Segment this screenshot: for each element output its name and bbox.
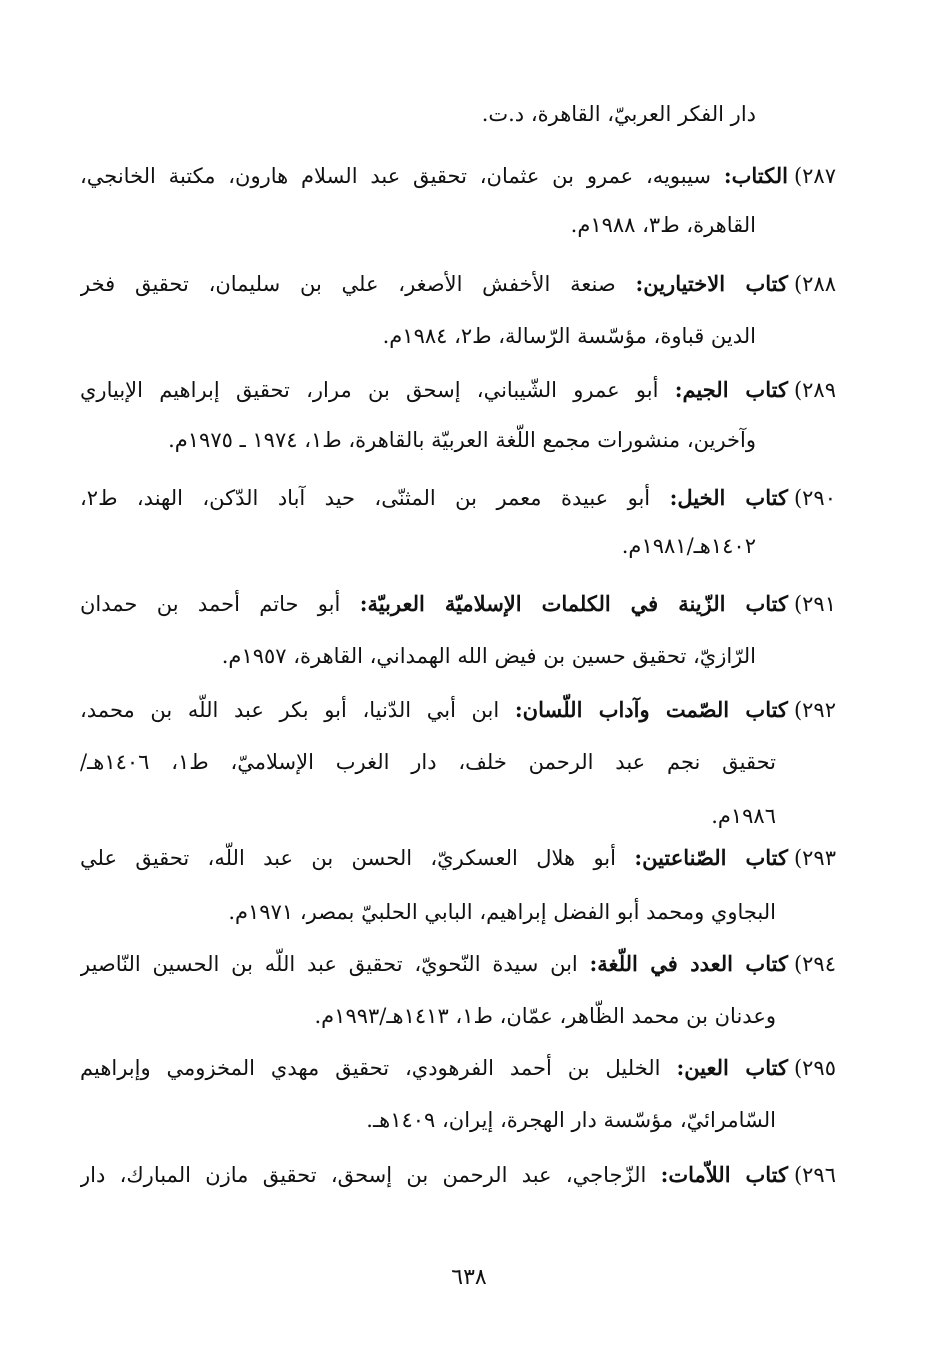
entry-title: كتاب الاختيارين: [635, 271, 788, 296]
entry-number: ٢٩٤) [793, 952, 836, 976]
bibliography-entry-295 [80, 1048, 836, 1088]
entry-title: كتاب الجيم: [674, 377, 788, 402]
entry-continuation: ١٤٠٢هـ/١٩٨١م. [621, 534, 756, 558]
entry-text: أبو هلال العسكريّ، الحسن بن عبد اللّه، تحقيق علي [80, 846, 616, 870]
entry-text: ابن أبي الدّنيا، أبو بكر عبد اللّه بن محمد، [80, 698, 500, 722]
bibliography-entry-288 [80, 264, 836, 304]
bibliography-entry-294 [80, 944, 836, 984]
entry-continuation: السّامرائيّ، مؤسّسة دار الهجرة، إيران، ١٤٠٩هـ. [366, 1108, 776, 1132]
entry-text: الخليل بن أحمد الفرهودي، تحقيق مهدي المخزومي وإبراهيم [80, 1056, 661, 1080]
entry-number: ٢٨٧) [793, 164, 836, 188]
entry-number: ٢٩٦) [793, 1163, 836, 1187]
entry-title: كتاب الزّينة في الكلمات الإسلاميّة العربيّة: [359, 591, 788, 616]
entry-title: كتاب الصّناعتين: [634, 845, 788, 870]
entry-text: الزّجاجي، عبد الرحمن بن إسحق، تحقيق مازن المبارك، دار [80, 1163, 647, 1187]
entry-number: ٢٨٨) [793, 272, 836, 296]
bibliography-entry-289 [80, 370, 836, 410]
entry-number: ٢٩١) [793, 592, 836, 616]
entry-title: كتاب الصّمت وآداب اللّسان: [514, 697, 788, 722]
entry-text: سيبويه، عمرو بن عثمان، تحقيق عبد السلام هارون، مكتبة الخانجي، [80, 164, 712, 188]
entry-number: ٢٨٩) [793, 378, 836, 402]
entry-continuation: الدين قباوة، مؤسّسة الرّسالة، ط٢، ١٩٨٤م. [382, 324, 756, 348]
entry-text: صنعة الأخفش الأصغر، علي بن سليمان، تحقيق فخر [80, 272, 616, 296]
bibliography-entry-296 [80, 1155, 836, 1195]
entry-title: كتاب العدد في اللّغة: [589, 951, 788, 976]
bibliography-entry-287 [80, 156, 836, 196]
entry-continuation: البجاوي ومحمد أبو الفضل إبراهيم، البابي الحلبيّ بمصر، ١٩٧١م. [228, 900, 776, 924]
bibliography-entry-293 [80, 838, 836, 878]
page-number: ٦٣٨ [451, 1265, 487, 1290]
entry-number: ٢٩٢) [793, 698, 836, 722]
entry-text: أبو حاتم أحمد بن حمدان [80, 592, 341, 616]
entry-text: أبو عمرو الشّيباني، إسحق بن مرار، تحقيق إبراهيم الإبياري [80, 378, 659, 402]
entry-text: ابن سيدة النّحويّ، تحقيق عبد اللّه بن الحسين النّاصير [80, 952, 578, 976]
entry-continuation: تحقيق نجم عبد الرحمن خلف، دار الغرب الإسلاميّ، ط١، ١٤٠٦هـ/ [80, 750, 776, 774]
entry-continuation: وعدنان بن محمد الظّاهر، عمّان، ط١، ١٤١٣هـ/١٩٩٣م. [314, 1004, 776, 1028]
continuation-line: دار الفكر العربيّ، القاهرة، د.ت. [481, 102, 756, 126]
entry-number: ٢٩٣) [793, 846, 836, 870]
entry-title: كتاب الخيل: [669, 485, 788, 510]
entry-title: الكتاب: [723, 163, 788, 188]
entry-title: كتاب العين: [676, 1055, 788, 1080]
bibliography-entry-291 [80, 584, 836, 624]
entry-number: ٢٩٠) [793, 486, 836, 510]
entry-number: ٢٩٥) [793, 1056, 836, 1080]
entry-text: أبو عبيدة معمر بن المثنّى، حيد آباد الدّكن، الهند، ط٢، [80, 486, 651, 510]
entry-continuation: الرّازيّ، تحقيق حسين بن فيض الله الهمداني، القاهرة، ١٩٥٧م. [221, 644, 756, 668]
bibliography-entry-290 [80, 478, 836, 518]
entry-continuation: ١٩٨٦م. [711, 804, 776, 828]
entry-title: كتاب اللاّمات: [660, 1162, 788, 1187]
entry-continuation: وآخرين، منشورات مجمع اللّغة العربيّة بالقاهرة، ط١، ١٩٧٤ ـ ١٩٧٥م. [168, 428, 756, 452]
bibliography-entry-292 [80, 690, 836, 730]
entry-continuation: القاهرة، ط٣، ١٩٨٨م. [570, 213, 756, 237]
